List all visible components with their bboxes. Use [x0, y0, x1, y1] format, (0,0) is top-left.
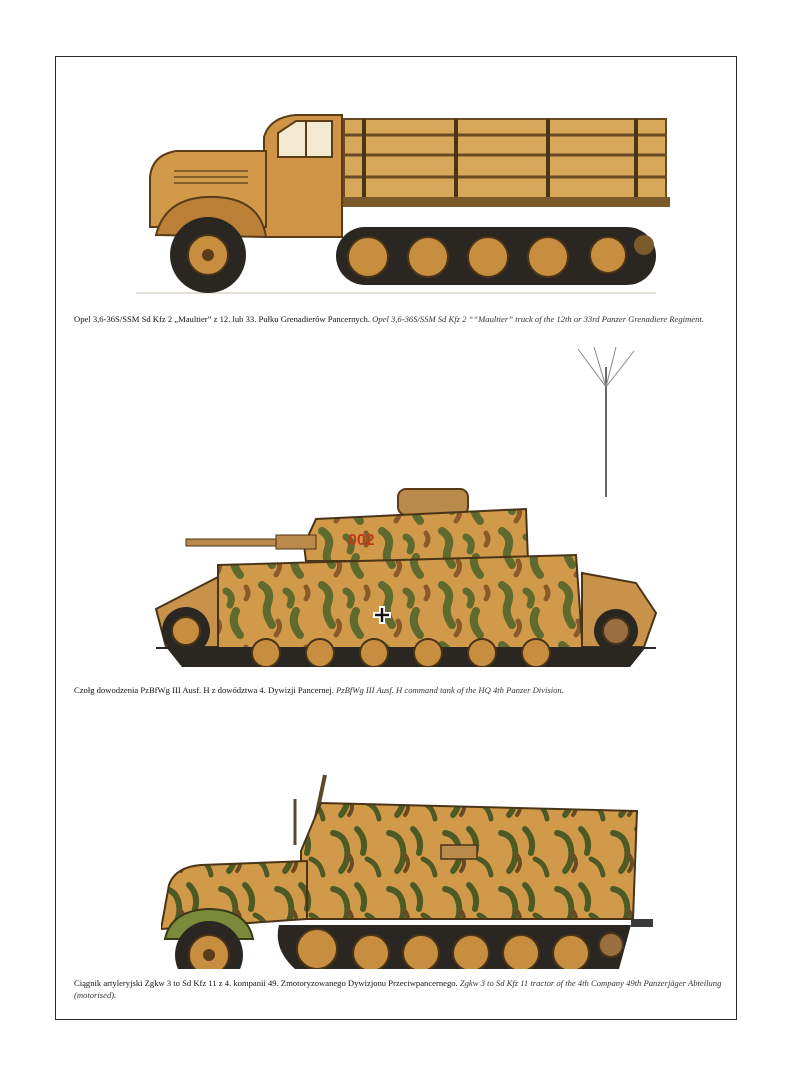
caption-pzbfwg-iii [74, 684, 724, 696]
turret-number: 002 [348, 532, 375, 549]
caption-polish: Opel 3,6-36S/SSM Sd Kfz 2 „Maultier” z 12. lub 33. Pułku Grenadierów Pancernych. [74, 314, 370, 324]
maultier-illustration [136, 107, 676, 297]
caption-maultier [74, 313, 724, 325]
sdkfz11-illustration [161, 769, 661, 969]
caption-english: Zgkw 3 to Sd Kfz 11 tractor of the 4th Company 49th Panzerjäger Abteilung (motorised). [74, 978, 722, 1000]
caption-polish: Czołg dowodzenia PzBfWg III Ausf. H z dowództwa 4. Dywizji Pancernej. [74, 685, 334, 695]
caption-sdkfz-11 [74, 977, 724, 1001]
pzbfwg-illustration [136, 347, 666, 667]
page-frame [55, 56, 737, 1020]
caption-english: PzBfWg III Ausf. H command tank of the HQ 4th Panzer Division. [336, 685, 564, 695]
caption-english: Opel 3,6-36S/SSM Sd Kfz 2 ““Maultier” truck of the 12th or 33rd Panzer Grenadiere Regiment. [372, 314, 704, 324]
caption-polish: Ciągnik artyleryjski Zgkw 3 to Sd Kfz 11 z 4. kompanii 49. Zmotoryzowanego Dywizjonu Przeciwpancernego. [74, 978, 458, 988]
